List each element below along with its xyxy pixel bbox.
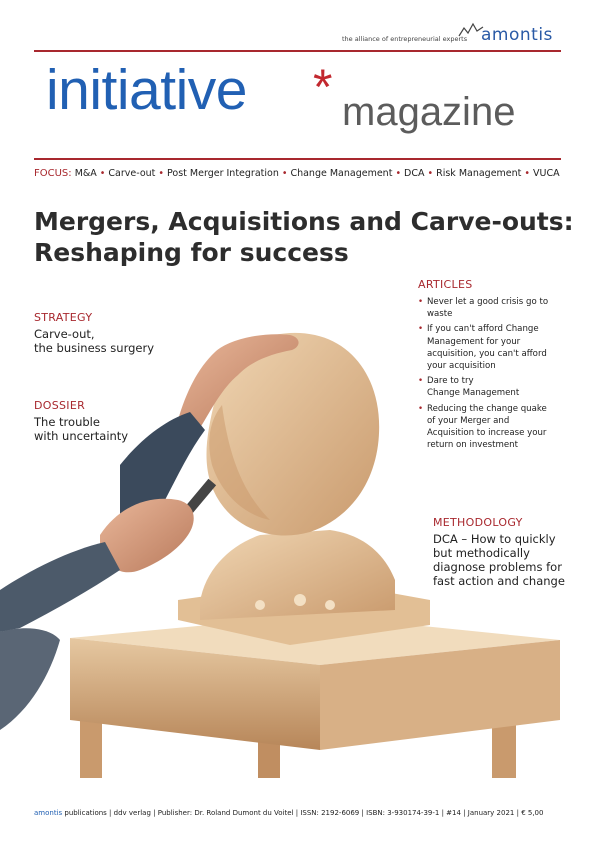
footer-item: Publisher: Dr. Roland Dumont du Voitel (157, 809, 294, 817)
sleeve-bottom (0, 628, 60, 730)
article-line: waste (427, 309, 453, 320)
articles-block (418, 278, 568, 454)
teaser-line: the business surgery (34, 341, 155, 355)
shaving (325, 600, 335, 610)
strategy-block (34, 311, 204, 355)
shaving (255, 600, 265, 610)
articles-heading: ARTICLES (418, 278, 473, 291)
focus-separator: • (427, 168, 434, 179)
focus-item: Carve-out (108, 168, 156, 179)
methodology-heading: METHODOLOGY (433, 516, 523, 529)
footer-item: #14 (446, 809, 461, 817)
article-item (418, 323, 568, 372)
focus-item: DCA (404, 168, 425, 179)
footer-item: ISSN: 2192-6069 (300, 809, 360, 817)
cover-headline (34, 206, 574, 268)
focus-item: Post Merger Integration (167, 168, 279, 179)
focus-item: Change Management (290, 168, 393, 179)
article-line: return on investment (427, 440, 518, 451)
teaser-line: The trouble (34, 415, 100, 429)
strategy-teaser (34, 327, 204, 355)
footer-separator: | (361, 809, 364, 817)
focus-label: FOCUS: (34, 168, 72, 179)
bullet: • (418, 403, 424, 414)
teaser-line: fast action and change (433, 574, 565, 588)
focus-separator: • (158, 168, 165, 179)
focus-separator: • (281, 168, 288, 179)
arm-right (0, 542, 120, 632)
masthead-magazine: magazine (342, 90, 516, 134)
bullet: • (418, 324, 424, 335)
article-line: Reducing the change quake (427, 403, 547, 414)
footer-item: ISBN: 3-930174-39-1 (366, 809, 440, 817)
footer-separator: | (109, 809, 112, 817)
teaser-line: but methodically (433, 546, 530, 560)
focus-item: Risk Management (436, 168, 522, 179)
masthead-star: * (313, 59, 333, 115)
footer-separator: | (153, 809, 156, 817)
footer-item: ddv verlag (113, 809, 151, 817)
article-line: Acquisition to increase your (427, 428, 547, 439)
articles-list (418, 296, 568, 451)
dossier-block (34, 399, 204, 443)
article-line: If you can't afford Change (427, 324, 539, 335)
top-rule (34, 50, 561, 52)
footer-item: January 2021 (467, 809, 515, 817)
teaser-line: diagnose problems for (433, 560, 562, 574)
article-line: Change Management (427, 388, 520, 399)
bullet: • (418, 297, 424, 307)
focus-item: M&A (74, 168, 97, 179)
teaser-line: with uncertainty (34, 429, 129, 443)
article-line: your acquisition (427, 361, 496, 372)
header-tagline: the alliance of entrepreneurial experts (342, 35, 468, 43)
footer-brand: amontis (34, 809, 63, 817)
footer-brand-suffix: publications (62, 809, 107, 817)
amontis-logo-text: amontis (481, 25, 553, 45)
footer-separator: | (295, 809, 299, 817)
masthead-rule (34, 158, 561, 160)
article-line: Dare to try (427, 376, 474, 387)
footer-item: € 5,00 (521, 809, 544, 817)
footer-separator: | (516, 809, 519, 817)
article-line: of your Merger and (427, 415, 510, 426)
footer-separator: | (441, 809, 444, 817)
article-line: Never let a good crisis go to (427, 297, 549, 307)
dossier-heading: DOSSIER (34, 399, 86, 412)
bullet: • (418, 376, 424, 387)
bust-shoulders (200, 530, 395, 620)
methodology-block (433, 516, 583, 588)
article-line: acquisition, you can't afford (427, 348, 547, 359)
headline-line: Mergers, Acquisitions and Carve-outs: (34, 207, 574, 236)
dossier-teaser (34, 415, 204, 443)
focus-line (34, 168, 560, 179)
teaser-line: DCA – How to quickly (433, 532, 556, 546)
shaving (294, 594, 306, 606)
headline-line: Reshaping for success (34, 238, 349, 267)
stand-leg (80, 720, 102, 778)
focus-item: VUCA (533, 168, 560, 179)
masthead-initiative: initiative (46, 58, 247, 122)
footer-separator: | (463, 809, 466, 817)
article-item (418, 296, 568, 320)
footer-imprint (34, 809, 543, 817)
methodology-teaser (433, 532, 583, 588)
article-item (418, 375, 568, 399)
article-line: Management for your (427, 336, 521, 347)
strategy-heading: STRATEGY (34, 311, 93, 324)
article-item (418, 403, 568, 452)
focus-separator: • (99, 168, 106, 179)
focus-separator: • (524, 168, 531, 179)
focus-separator: • (395, 168, 402, 179)
stand-leg (492, 720, 516, 778)
teaser-line: Carve-out, (34, 327, 95, 341)
